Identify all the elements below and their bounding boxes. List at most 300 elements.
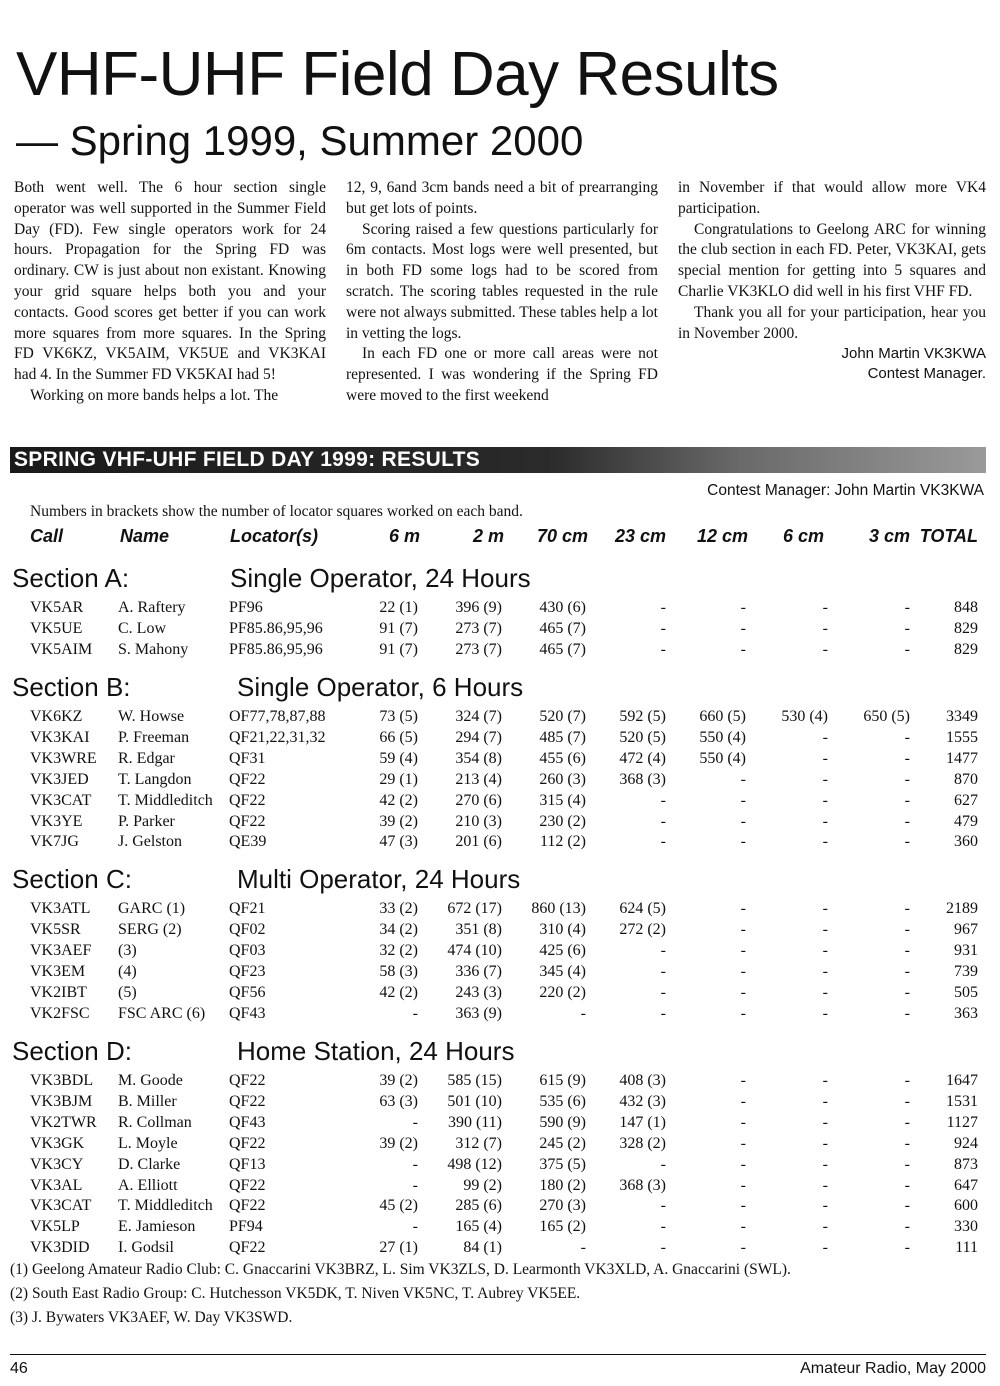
table-row [0,982,1000,1003]
table-row [0,919,1000,940]
col-header-70cm: 70 cm [536,526,588,546]
cell-12cm: - [740,1218,746,1236]
cell-total: 600 [954,1197,978,1215]
cell-locator: QF22 [229,1197,266,1215]
page-title: VHF-UHF Field Day Results [16,40,779,109]
table-row [0,1237,1000,1258]
cell-name: R. Edgar [118,749,175,767]
cell-call: VK5SR [30,920,81,938]
table-row [0,790,1000,811]
cell-6m: 47 (3) [379,833,418,851]
cell-name: S. Mahony [118,640,189,658]
cell-6cm: - [822,1113,828,1131]
section-title: Single Operator, 24 Hours [230,563,531,593]
cell-6cm: - [822,983,828,1001]
cell-3cm: - [904,1155,910,1173]
cell-6cm: - [822,962,828,980]
cell-70cm: 165 (2) [539,1218,586,1236]
cell-2m: 474 (10) [447,941,502,959]
cell-23cm: - [660,983,666,1001]
cell-name: I. Godsil [118,1239,174,1257]
cell-6cm: - [822,833,828,851]
cell-locator: QF21,22,31,32 [229,728,326,746]
cell-12cm: - [740,920,746,938]
cell-70cm: 615 (9) [539,1072,586,1089]
cell-6cm: 530 (4) [781,708,828,725]
cell-6m: 42 (2) [379,983,418,1001]
cell-2m: 501 (10) [447,1092,502,1110]
col-header-3cm: 3 cm [868,526,910,546]
cell-3cm: - [904,941,910,959]
cell-6m: 34 (2) [379,920,418,938]
footer-rule [10,1354,986,1355]
cell-call: VK6KZ [30,708,83,725]
article-paragraph: Thank you all for your participation, hear you in November 2000. [678,303,986,342]
publication-line: Amateur Radio, May 2000 [800,1360,986,1377]
cell-6m: 42 (2) [379,791,418,809]
section-label: Section D: [12,1036,132,1066]
cell-total: 848 [954,599,978,616]
cell-23cm: 368 (3) [619,770,666,788]
cell-2m: 270 (6) [455,791,502,809]
cell-6m: 39 (2) [379,812,418,830]
cell-locator: QF22 [229,770,266,788]
table-row [0,1154,1000,1175]
signature-name: John Martin VK3KWA [841,345,986,363]
cell-12cm: - [740,640,746,658]
table-row [0,961,1000,982]
cell-locator: QF23 [229,962,266,980]
cell-2m: 336 (7) [455,962,502,980]
cell-name: A. Elliott [118,1176,178,1194]
cell-name: C. Low [118,619,166,637]
cell-call: VK3BDL [30,1072,94,1089]
cell-6cm: - [822,1004,828,1022]
footnote: (1) Geelong Amateur Radio Club: C. Gnaccarini VK3BRZ, L. Sim VK3ZLS, D. Learmonth VK3XLD, A. Gnaccarini (SWL). [10,1261,791,1278]
cell-23cm: - [660,640,666,658]
cell-call: VK3CAT [30,1197,92,1215]
cell-70cm: 590 (9) [539,1113,586,1131]
col-header-total: TOTAL [919,526,978,546]
cell-name: (4) [118,962,137,980]
cell-6m: 27 (1) [379,1239,418,1257]
cell-total: 931 [954,941,978,959]
cell-23cm: - [660,619,666,637]
results-banner [10,447,986,473]
cell-6cm: - [822,728,828,746]
cell-locator: QF22 [229,1176,266,1194]
cell-12cm: - [740,1197,746,1215]
cell-6cm: - [822,619,828,637]
cell-23cm: 472 (4) [619,749,666,767]
cell-70cm: 220 (2) [539,983,586,1001]
cell-3cm: - [904,1004,910,1022]
cell-call: VK5LP [30,1218,80,1236]
cell-total: 873 [954,1155,978,1173]
cell-3cm: - [904,791,910,809]
cell-23cm: 432 (3) [619,1092,666,1110]
cell-23cm: - [660,941,666,959]
cell-6cm: - [822,1176,828,1194]
cell-70cm: 310 (4) [539,920,586,938]
cell-2m: 84 (1) [463,1239,502,1257]
cell-locator: OF77,78,87,88 [229,708,326,725]
cell-70cm: 535 (6) [539,1092,586,1110]
cell-23cm: - [660,1197,666,1215]
cell-2m: 585 (15) [447,1072,502,1089]
cell-3cm: - [904,962,910,980]
cell-23cm: - [660,833,666,851]
cell-name: FSC ARC (6) [118,1004,206,1022]
cell-call: VK3KAI [30,728,90,746]
cell-name: P. Freeman [118,728,190,746]
cell-total: 627 [954,791,978,809]
cell-2m: 672 (17) [447,900,502,917]
cell-6cm: - [822,749,828,767]
cell-3cm: - [904,770,910,788]
cell-12cm: 550 (4) [699,728,746,746]
table-row [0,639,1000,660]
cell-6m: 66 (5) [379,728,418,746]
cell-70cm: 520 (7) [539,708,586,725]
cell-call: VK3CY [30,1155,84,1173]
cell-6m: 45 (2) [379,1197,418,1215]
cell-23cm: 592 (5) [619,708,666,725]
cell-name: GARC (1) [118,900,186,917]
cell-locator: PF96 [229,599,263,616]
cell-call: VK5AIM [30,640,93,658]
cell-total: 1127 [946,1113,978,1131]
cell-locator: QF22 [229,791,266,809]
cell-name: SERG (2) [118,920,182,938]
cell-call: VK3WRE [30,749,97,767]
section-label: Section C: [12,864,132,894]
article-column-1 [14,178,326,407]
table-row [0,597,1000,618]
cell-3cm: - [904,1176,910,1194]
article-column-2 [346,178,658,407]
cell-3cm: - [904,1218,910,1236]
table-row [0,1216,1000,1237]
cell-3cm: - [904,1113,910,1131]
cell-6m: 58 (3) [379,962,418,980]
section-label: Section B: [12,672,131,702]
cell-3cm: - [904,1092,910,1110]
cell-total: 1647 [946,1072,978,1089]
results-banner-text: SPRING VHF-UHF FIELD DAY 1999: RESULTS [14,448,481,471]
cell-12cm: - [740,1155,746,1173]
cell-70cm: - [580,1004,586,1022]
cell-locator: PF94 [229,1218,263,1236]
cell-12cm: - [740,619,746,637]
cell-70cm: 455 (6) [539,749,586,767]
col-header-6m: 6 m [388,526,420,546]
section-title: Single Operator, 6 Hours [237,672,524,702]
cell-6m: - [412,1218,418,1236]
cell-total: 505 [954,983,978,1001]
table-row [0,1070,1000,1091]
cell-6m: 32 (2) [379,941,418,959]
cell-23cm: 272 (2) [619,920,666,938]
table-row [0,706,1000,727]
cell-name: T. Middleditch [118,791,213,809]
cell-6cm: - [822,770,828,788]
cell-total: 870 [954,770,978,788]
cell-3cm: - [904,728,910,746]
cell-12cm: - [740,1113,746,1131]
col-header-locator: Locator(s) [230,526,319,546]
contest-manager-line: Contest Manager: John Martin VK3KWA [707,482,984,499]
cell-12cm: - [740,812,746,830]
cell-6m: 33 (2) [379,900,418,917]
cell-name: D. Clarke [118,1155,181,1173]
cell-3cm: - [904,1134,910,1152]
article-paragraph: in November if that would allow more VK4 participation. [678,179,986,217]
cell-name: (5) [118,983,137,1001]
cell-call: VK7JG [30,833,79,851]
cell-23cm: 368 (3) [619,1176,666,1194]
cell-locator: QF21 [229,900,266,917]
cell-call: VK2IBT [30,983,87,1001]
cell-2m: 99 (2) [463,1176,502,1194]
cell-6m: - [412,1176,418,1194]
cell-name: R. Collman [118,1113,192,1131]
cell-total: 1555 [946,728,978,746]
cell-2m: 351 (8) [455,920,502,938]
cell-12cm: - [740,941,746,959]
cell-name: W. Howse [118,708,185,725]
cell-total: 479 [954,812,978,830]
table-row [0,1112,1000,1133]
signature-title: Contest Manager. [867,365,986,383]
cell-3cm: 650 (5) [863,708,910,725]
cell-6m: 39 (2) [379,1072,418,1089]
cell-locator: QF56 [229,983,266,1001]
cell-23cm: - [660,791,666,809]
cell-3cm: - [904,812,910,830]
cell-23cm: 147 (1) [619,1113,666,1131]
cell-call: VK5UE [30,619,83,637]
article-paragraph: In each FD one or more call areas were not represented. I was wondering if the Spring FD were moved to the first weekend [346,345,658,404]
cell-2m: 396 (9) [455,599,502,616]
table-header [0,526,1000,550]
cell-6cm: - [822,1239,828,1257]
table-row [0,898,1000,919]
table-row [0,618,1000,639]
cell-12cm: - [740,791,746,809]
col-header-name: Name [120,526,170,546]
cell-6cm: - [822,640,828,658]
cell-total: 363 [954,1004,978,1022]
cell-70cm: 425 (6) [539,941,586,959]
cell-23cm: 624 (5) [619,900,666,917]
cell-locator: QF22 [229,812,266,830]
cell-2m: 273 (7) [455,619,502,637]
cell-2m: 363 (9) [455,1004,502,1022]
cell-70cm: 345 (4) [539,962,586,980]
cell-name: P. Parker [118,812,175,830]
cell-name: (3) [118,941,137,959]
col-header-2m: 2 m [472,526,504,546]
cell-locator: QF22 [229,1092,266,1110]
article-paragraph: Both went well. The 6 hour section single operator was well supported in the Summer Field Day (FD). Few single operators work for 24 hours. Propagation for the Spring FD was ordinary. CW is just about non existant. Knowing your grid square helps both you and your contacts. Good scores get better if you can work more squares from more squares. In the Spring FD VK6KZ, VK5AIM, VK5UE and VK3KAI had 4. In the Summer FD VK5KAI had 5! [14,179,326,384]
cell-locator: QE39 [229,833,267,851]
cell-6m: - [412,1155,418,1173]
article-column-3 [678,178,986,384]
cell-70cm: 430 (6) [539,599,586,616]
section-title: Multi Operator, 24 Hours [237,864,521,894]
cell-locator: QF22 [229,1072,266,1089]
cell-3cm: - [904,1072,910,1089]
cell-6m: 22 (1) [379,599,418,616]
cell-6m: 39 (2) [379,1134,418,1152]
cell-locator: QF13 [229,1155,266,1173]
cell-2m: 354 (8) [455,749,502,767]
cell-12cm: - [740,983,746,1001]
cell-12cm: - [740,599,746,616]
cell-6m: 91 (7) [379,640,418,658]
cell-name: E. Jamieson [118,1218,196,1236]
cell-12cm: 660 (5) [699,708,746,725]
col-header-call: Call [30,526,64,546]
cell-6cm: - [822,1218,828,1236]
table-row [0,831,1000,852]
cell-6m: 73 (5) [379,708,418,725]
cell-70cm: 465 (7) [539,619,586,637]
cell-3cm: - [904,983,910,1001]
cell-call: VK3BJM [30,1092,93,1110]
cell-2m: 312 (7) [455,1134,502,1152]
cell-locator: QF02 [229,920,266,938]
table-row [0,748,1000,769]
cell-total: 360 [954,833,978,851]
cell-locator: QF03 [229,941,266,959]
cell-12cm: 550 (4) [699,749,746,767]
cell-6cm: - [822,812,828,830]
article-paragraph: Congratulations to Geelong ARC for winning the club section in each FD. Peter, VK3KAI, gets special mention for getting into 5 squares and Charlie VK3KLO did well in his first VHF FD. [678,220,986,300]
cell-call: VK2TWR [30,1113,97,1131]
cell-2m: 324 (7) [455,708,502,725]
cell-locator: QF43 [229,1004,266,1022]
cell-6cm: - [822,599,828,616]
cell-70cm: 180 (2) [539,1176,586,1194]
cell-2m: 213 (4) [455,770,502,788]
footnote: (3) J. Bywaters VK3AEF, W. Day VK3SWD. [10,1309,293,1326]
cell-name: T. Middleditch [118,1197,213,1215]
cell-23cm: 408 (3) [619,1072,666,1089]
cell-total: 1477 [946,749,978,767]
table-row [0,727,1000,748]
cell-locator: QF43 [229,1113,266,1131]
cell-12cm: - [740,962,746,980]
cell-12cm: - [740,1239,746,1257]
cell-6m: - [412,1113,418,1131]
cell-23cm: - [660,1155,666,1173]
cell-12cm: - [740,1072,746,1089]
cell-name: L. Moyle [118,1134,178,1152]
cell-6m: - [412,1004,418,1022]
cell-locator: PF85.86,95,96 [229,619,323,637]
cell-2m: 285 (6) [455,1197,502,1215]
cell-6cm: - [822,941,828,959]
cell-23cm: - [660,599,666,616]
cell-3cm: - [904,640,910,658]
cell-6m: 63 (3) [379,1092,418,1110]
cell-6cm: - [822,900,828,917]
article-paragraph: 12, 9, 6and 3cm bands need a bit of prearranging but get lots of points. [346,179,658,217]
cell-total: 3349 [946,708,978,725]
cell-70cm: - [580,1239,586,1257]
cell-call: VK3JED [30,770,89,788]
table-row [0,940,1000,961]
col-header-6cm: 6 cm [782,526,824,546]
table-row [0,1091,1000,1112]
cell-call: VK3AL [30,1176,83,1194]
cell-name: B. Miller [118,1092,177,1110]
cell-70cm: 465 (7) [539,640,586,658]
page-subtitle: — Spring 1999, Summer 2000 [16,117,584,164]
cell-3cm: - [904,749,910,767]
cell-6cm: - [822,920,828,938]
article-paragraph: Working on more bands helps a lot. The [30,386,279,404]
article-paragraph: Scoring raised a few questions particularly for 6m contacts. Most logs were well presented, but in both FD some logs had to be scored from scratch. The scoring tables requested in the rule were not always submitted. These tables help a lot in vetting the logs. [346,220,658,342]
cell-total: 647 [954,1176,978,1194]
col-header-12cm: 12 cm [696,526,748,546]
cell-call: VK3EM [30,962,86,980]
cell-70cm: 485 (7) [539,728,586,746]
cell-total: 1531 [946,1092,978,1110]
cell-23cm: - [660,1218,666,1236]
cell-call: VK3GK [30,1134,85,1152]
cell-2m: 273 (7) [455,640,502,658]
cell-total: 739 [954,962,978,980]
results-note: Numbers in brackets show the number of locator squares worked on each band. [30,503,523,520]
cell-2m: 390 (11) [447,1113,502,1131]
cell-call: VK3YE [30,812,83,830]
cell-23cm: - [660,1239,666,1257]
col-header-23cm: 23 cm [614,526,666,546]
cell-12cm: - [740,1092,746,1110]
cell-2m: 210 (3) [455,812,502,830]
cell-2m: 201 (6) [455,833,502,851]
cell-6cm: - [822,1134,828,1152]
cell-70cm: 260 (3) [539,770,586,788]
cell-name: M. Goode [118,1072,183,1089]
cell-call: VK3AEF [30,941,92,959]
cell-3cm: - [904,1197,910,1215]
cell-6cm: - [822,791,828,809]
page-number: 46 [10,1360,28,1377]
cell-70cm: 375 (5) [539,1155,586,1173]
cell-6m: 91 (7) [379,619,418,637]
cell-call: VK3ATL [30,900,91,917]
cell-call: VK3CAT [30,791,92,809]
cell-total: 829 [954,640,978,658]
cell-12cm: - [740,770,746,788]
cell-70cm: 230 (2) [539,812,586,830]
cell-12cm: - [740,833,746,851]
cell-70cm: 112 (2) [539,833,586,851]
table-row [0,1133,1000,1154]
cell-2m: 165 (4) [455,1218,502,1236]
cell-70cm: 860 (13) [531,900,586,917]
cell-3cm: - [904,920,910,938]
cell-call: VK2FSC [30,1004,90,1022]
section-title: Home Station, 24 Hours [237,1036,515,1066]
table-row [0,811,1000,832]
cell-name: J. Gelston [118,833,182,851]
cell-2m: 294 (7) [455,728,502,746]
